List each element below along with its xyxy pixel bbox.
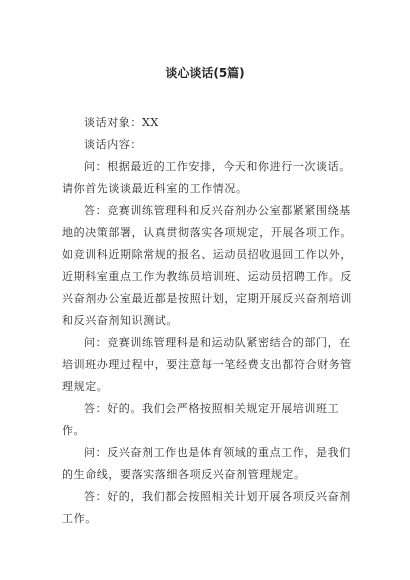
paragraph-question-1: 问：根据最近的工作安排，今天和你进行一次谈话。请你首先谈谈最近科室的工作情况。 [62,160,351,195]
paragraph-question-2: 问：竞赛训练管理科是和运动队紧密结合的部门，在培训班办理过程中，要注意每一笔经费支出都符合财务管理规定。 [62,336,352,393]
paragraph-interviewee: 谈话对象：XX [84,116,159,129]
paragraph-answer-1: 答：竞赛训练管理科和反兴奋剂办公室都紧紧围绕基地的决策部署，认真贯彻落实各项规定，开展各项工作。如竞训科近期除常规的报名、运动员招收退回工作以外，近期科室重点工作为教练员培训班、运动员招聘工作。反兴奋剂办公室最近都是按照计划，定期开展反兴奋剂培训和反兴奋剂知识测试。 [62,204,352,327]
paragraph-answer-2: 答：好的。我们会严格按照相关规定开展培训班工作。 [62,402,340,437]
paragraph-question-3: 问：反兴奋剂工作也是体育领域的重点工作，是我们的生命线，要落实落细各项反兴奋剂管理规定。 [62,446,351,481]
document-body [62,112,362,530]
paragraph-content-label: 谈话内容： [84,138,142,151]
document-title: 谈心谈话(5篇) [165,66,245,80]
paragraph-answer-3: 答：好的，我们都会按照相关计划开展各项反兴奋剂工作。 [62,490,351,525]
